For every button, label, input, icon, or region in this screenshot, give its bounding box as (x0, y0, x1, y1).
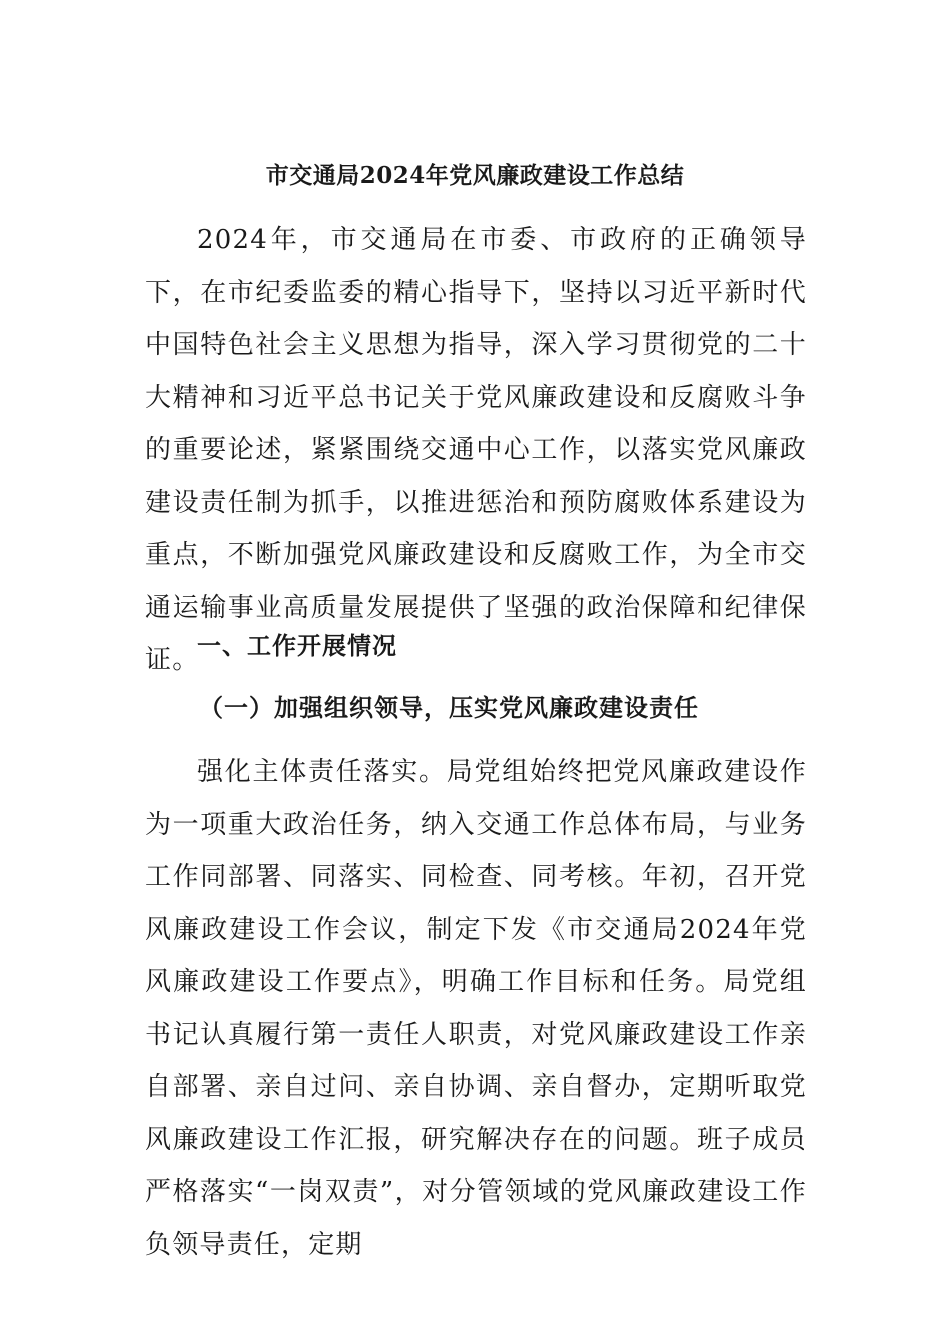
intro-paragraph: 2024年，市交通局在市委、市政府的正确领导下，在市纪委监委的精心指导下，坚持以习近平新时代中国特色社会主义思想为指导，深入学习贯彻党的二十大精神和习近平总书记关于党风廉政建设和反腐败斗争的重要论述，紧紧围绕交通中心工作，以落实党风廉政建设责任制为抓手，以推进惩治和预防腐败体系建设为重点，不断加强党风廉政建设和反腐败工作，为全市交通运输事业高质量发展提供了坚强的政治保障和纪律保证。 (145, 225, 807, 675)
subsection-heading: （一）加强组织领导，压实党风廉政建设责任 (199, 693, 699, 722)
section-heading: 一、工作开展情况 (197, 631, 397, 660)
document-title: 市交通局2024年党风廉政建设工作总结 (265, 162, 685, 189)
body-paragraph: 强化主体责任落实。局党组始终把党风廉政建设作为一项重大政治任务，纳入交通工作总体布局，与业务工作同部署、同落实、同检查、同考核。年初，召开党风廉政建设工作会议，制定下发《市交通局2024年党风廉政建设工作要点》，明确工作目标和任务。局党组书记认真履行第一责任人职责，对党风廉政建设工作亲自部署、亲自过问、亲自协调、亲自督办，定期听取党风廉政建设工作汇报，研究解决存在的问题。班子成员严格落实“一岗双责”，对分管领域的党风廉政建设工作负领导责任，定期 (145, 757, 807, 1260)
